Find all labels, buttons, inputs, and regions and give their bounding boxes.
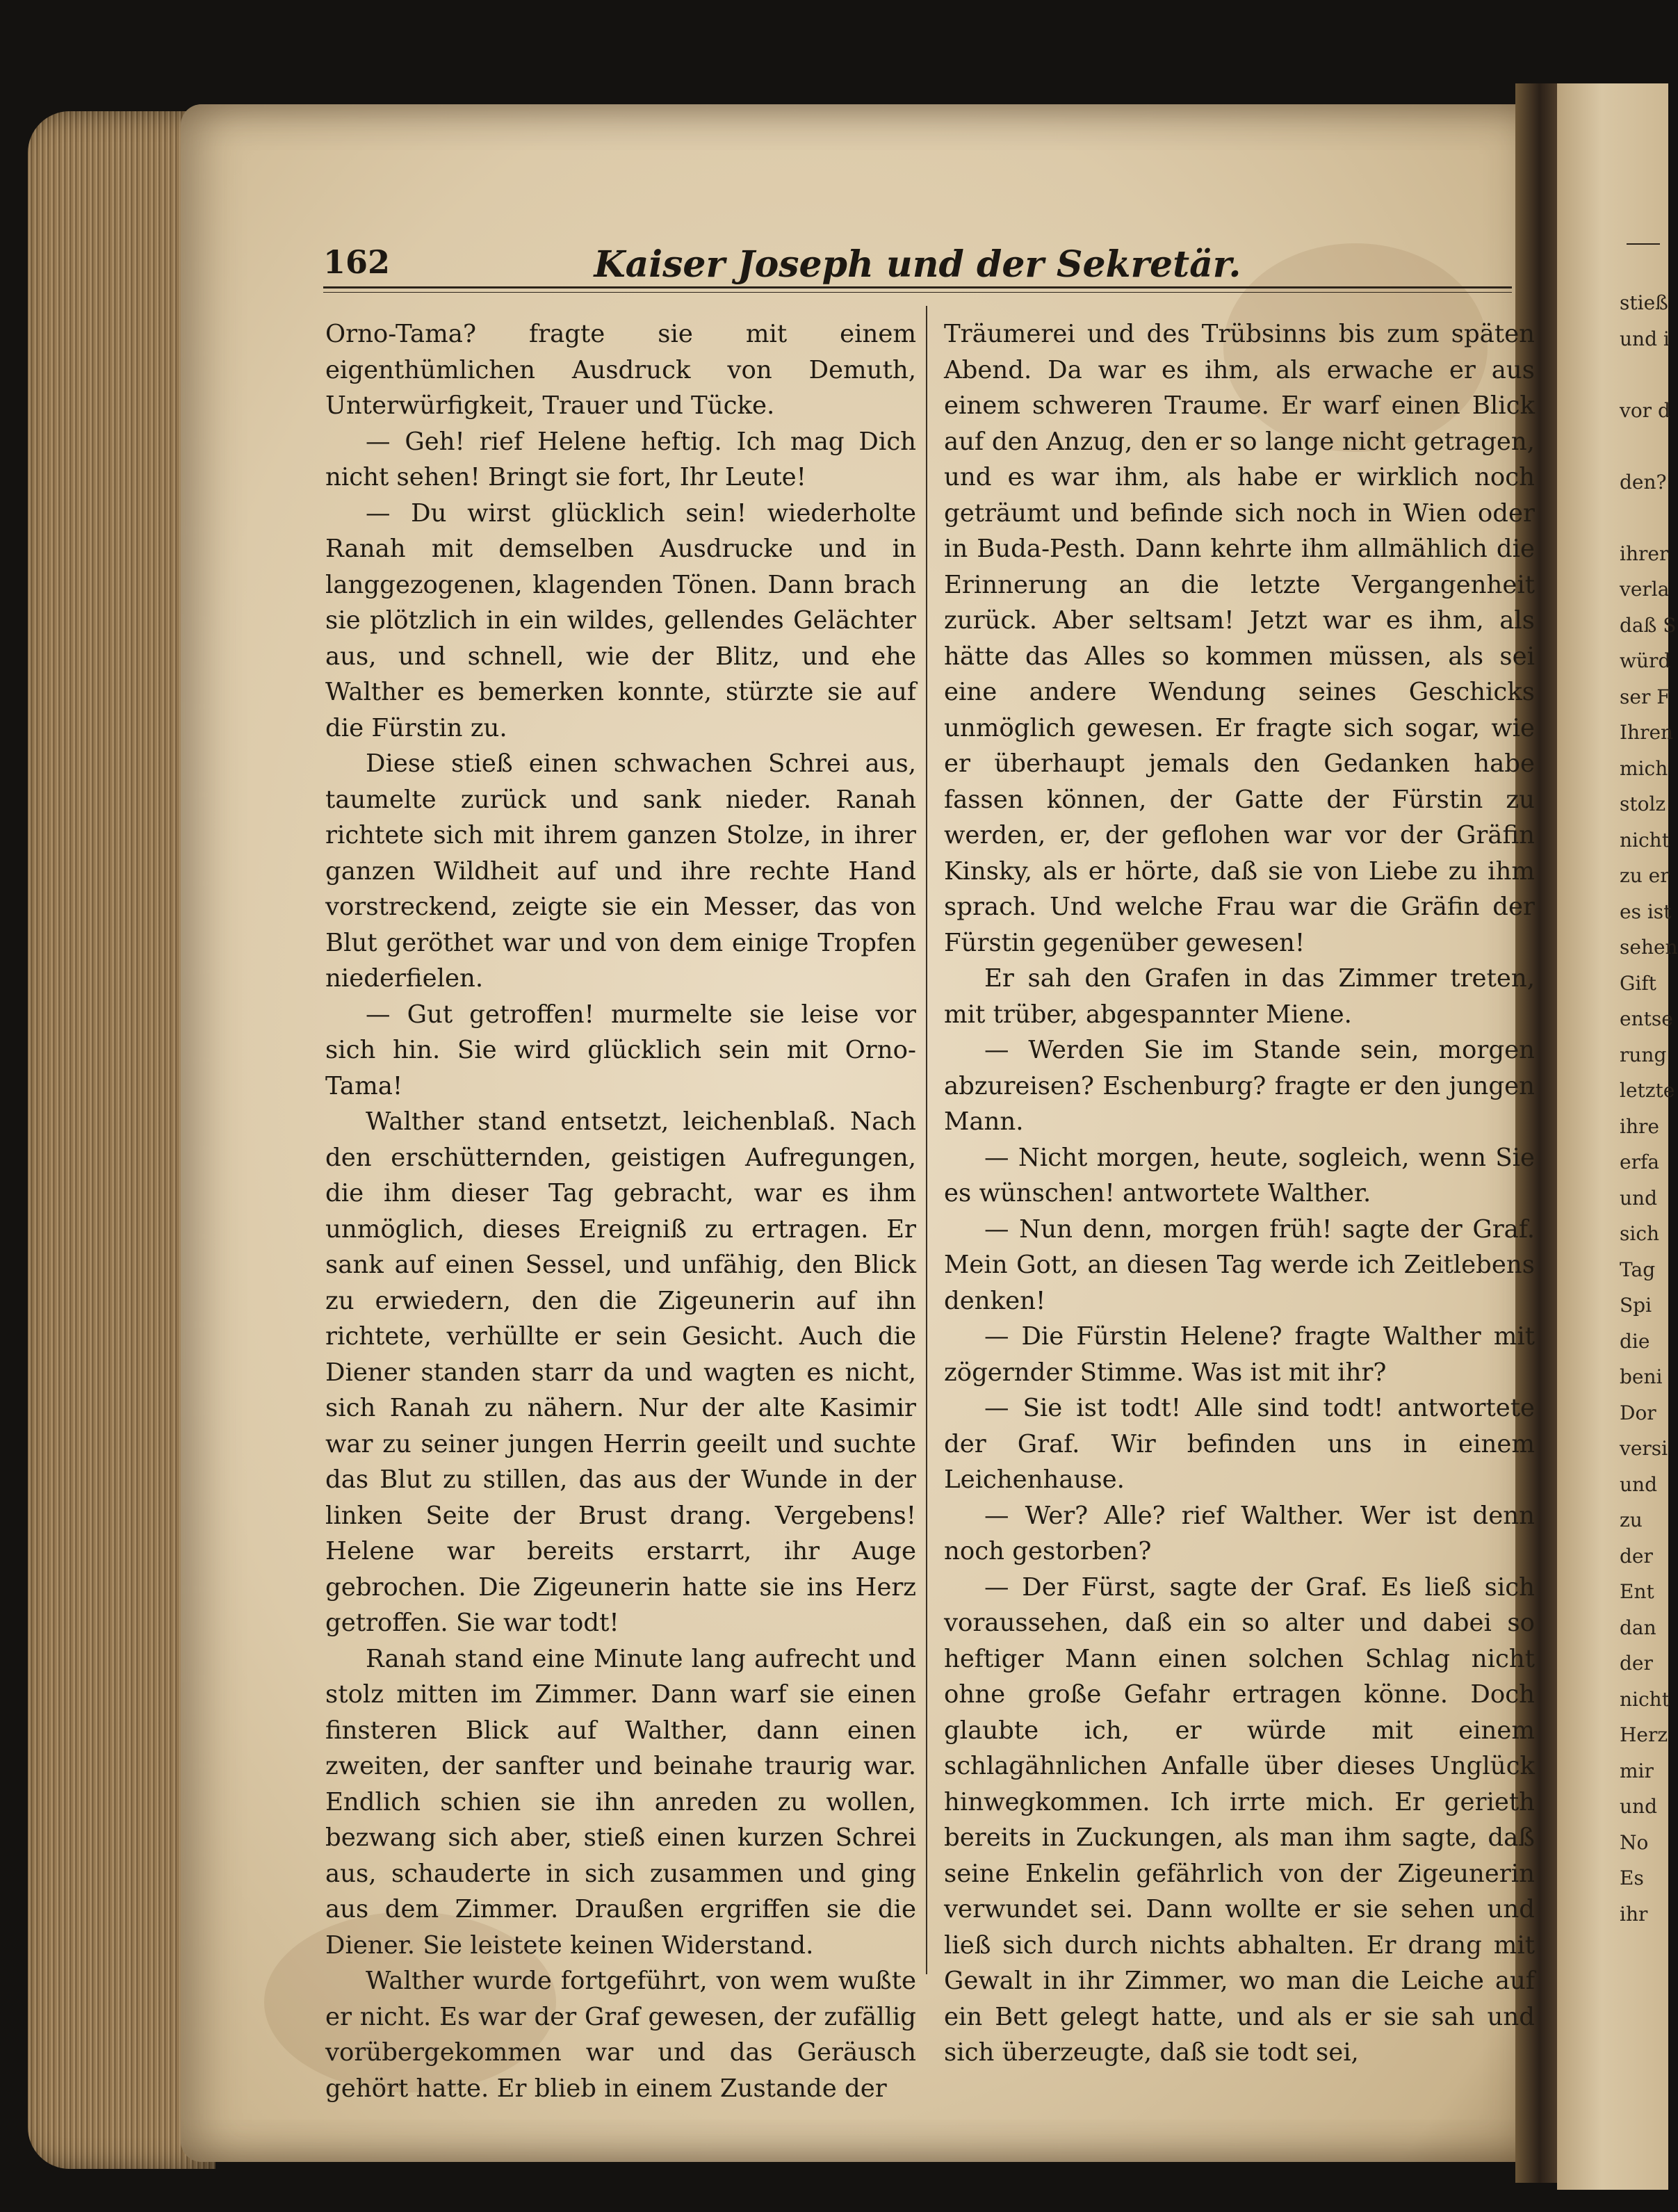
paragraph: — Die Fürstin Helene? fragte Walther mit zögernder Stimme. Was ist mit ihr?: [944, 1322, 1535, 1387]
page-header: [323, 243, 1512, 292]
paragraph: Orno-Tama? fragte sie mit einem eigenthümlichen Ausdruck von Demuth, Unterwürfigkeit, Trauer und Tücke.: [325, 320, 916, 420]
paragraph: Diese stieß einen schwachen Schrei aus, taumelte zurück und sank nieder. Ranah richtete sich mit ihrem ganzen Stolze, in ihrer ganzen Wildheit auf und ihre rechte Hand vorstreckend, zeigte sie ein Messer, das von Blut geröthet war und von dem einige Tropfen niederfielen.: [325, 749, 916, 993]
paragraph: — Geh! rief Helene heftig. Ich mag Dich nicht sehen! Bringt sie fort, Ihr Leute!: [325, 427, 916, 491]
facing-page-fragment: No: [1620, 1830, 1649, 1854]
facing-page-fragment: Ent: [1620, 1580, 1654, 1603]
facing-page-fragment: rung: [1620, 1043, 1667, 1066]
paragraph: — Nicht morgen, heute, sogleich, wenn Sie es wünschen! antwortete Walther.: [944, 1143, 1535, 1207]
facing-page-fragment: zu: [1620, 1508, 1643, 1531]
facing-page-fragment: Spi: [1620, 1294, 1652, 1317]
facing-page-fragment: verla: [1620, 578, 1670, 601]
facing-page-fragment: und: [1620, 1795, 1657, 1818]
page-number: 162: [323, 243, 391, 281]
facing-page-fragment: stieß: [1620, 291, 1668, 314]
facing-page-fragment: ihr: [1620, 1902, 1648, 1926]
facing-page-fragment: sich: [1620, 1222, 1660, 1245]
facing-page-fragment: der: [1620, 1544, 1653, 1568]
paragraph: Ranah stand eine Minute lang aufrecht und stolz mitten im Zimmer. Dann warf sie einen finsteren Blick auf Walther, dann einen zweiten, der sanfter und beinahe traurig war. Endlich schien sie ihn anreden zu wollen, bezwang sich aber, stieß einen kurzen Schrei aus, schauderte in sich zusammen und ging aus dem Zimmer. Draußen ergriffen sie die Diener. Sie leistete keinen Widerstand.: [325, 1644, 916, 1960]
facing-page-fragment: sehen: [1620, 936, 1678, 959]
facing-page-fragment: der: [1620, 1652, 1653, 1675]
header-rule: [323, 286, 1512, 288]
facing-page-fragment: versi: [1620, 1437, 1668, 1460]
paragraph: — Der Fürst, sagte der Graf. Es ließ sich voraussehen, daß ein so alter und dabei so heftiger Mann einen solchen Schlag nicht ohne große Gefahr ertragen könne. Doch glaubte ich, er würde mit einem schlagähnlichen Anfalle über dieses Unglück hinwegkommen. Ich irrte mich. Er gerieth bereits in Zuckungen, als man ihm sagte, daß seine Enkelin gefährlich von der Zigeunerin verwundet sei. Dann wollte er sie sehen und ließ sich durch nichts abhalten. Er drang mit Gewalt in ihr Zimmer, wo man die Leiche auf ein Bett gelegt hatte, und als er sie sah und sich überzeugte, daß sie todt sei,: [944, 1572, 1535, 2067]
facing-page-fragment: [1620, 500, 1661, 536]
facing-page-fragment: [1620, 357, 1661, 393]
facing-page-fragment: letzte: [1620, 1079, 1675, 1102]
facing-page-text-fragments: [1620, 285, 1678, 1932]
facing-page-fragment: beni: [1620, 1365, 1663, 1388]
facing-page-fragment: die: [1620, 1329, 1650, 1353]
paragraph: — Werden Sie im Stande sein, morgen abzureisen? Eschenburg? fragte er den jungen Mann.: [944, 1036, 1535, 1136]
facing-page-rule: [1627, 243, 1660, 245]
facing-page-fragment: nicht: [1620, 1687, 1670, 1711]
facing-page-fragment: erfa: [1620, 1150, 1660, 1173]
facing-page-fragment: stolz: [1620, 792, 1666, 815]
facing-page-fragment: würd: [1620, 649, 1671, 672]
facing-page-fragment: es ist: [1620, 900, 1672, 923]
facing-page-fragment: Herz: [1620, 1723, 1668, 1746]
paragraph: Träumerei und des Trübsinns bis zum späten Abend. Da war es ihm, als erwache er aus einem schweren Traume. Er warf einen Blick auf den Anzug, den er so lange nicht getragen, und es war ihm, als habe er wirklich noch geträumt und befinde sich noch in Wien oder in Buda-Pesth. Dann kehrte ihm allmählich die Erinnerung an die letzte Vergangenheit zurück. Aber seltsam! Jetzt war es ihm, als hätte das Alles so kommen müssen, als sei eine andere Wendung seines Geschicks unmöglich gewesen. Er fragte sich sogar, wie er überhaupt jemals den Gedanken habe fassen können, der Gatte der Fürstin zu werden, er, der geflohen war vor der Gräfin Kinsky, als er hörte, daß sie von Liebe zu ihm sprach. Und welche Frau war die Gräfin der Fürstin gegenüber gewesen!: [944, 320, 1535, 957]
facing-page-fragment: Es: [1620, 1867, 1644, 1889]
paragraph: Walther stand entsetzt, leichenblaß. Nach den erschütternden, geistigen Aufregungen, die ihm dieser Tag gebracht, war es ihm unmöglich, dieses Ereigniß zu ertragen. Er sank auf einen Sessel, und unfähig, den Blick zu erwiedern, den die Zigeunerin auf ihn richtete, verhüllte er sein Gesicht. Auch die Diener standen starr da und wagten es nicht, sich Ranah zu nähern. Nur der alte Kasimir war zu seiner jungen Herrin geeilt und suchte das Blut zu stillen, das aus der Wunde in der linken Seite der Brust drang. Vergebens! Helene war bereits erstarrt, ihr Auge gebrochen. Die Zigeunerin hatte sie ins Herz getroffen. Sie war todt!: [325, 1107, 916, 1637]
facing-page-fragment: mich: [1620, 756, 1668, 780]
running-title: Kaiser Joseph und der Sekretär.: [594, 243, 1241, 286]
facing-page-fragment: und i: [1620, 327, 1670, 350]
facing-page-fragment: daß S: [1620, 613, 1677, 637]
facing-page-fragment: den?: [1620, 470, 1667, 494]
paragraph: — Gut getroffen! murmelte sie leise vor sich hin. Sie wird glücklich sein mit Orno-Tama!: [325, 1000, 916, 1100]
facing-page-fragment: [1620, 428, 1661, 464]
paragraph: — Sie ist todt! Alle sind todt! antwortete der Graf. Wir befinden uns in einem Leichenhause.: [944, 1394, 1535, 1494]
paragraph: — Nun denn, morgen früh! sagte der Graf. Mein Gott, an diesen Tag werde ich Zeitlebens denken!: [944, 1214, 1535, 1315]
header-rule-thin: [323, 292, 1512, 293]
facing-page-fragment: Gift: [1620, 971, 1656, 995]
column-divider: [926, 306, 927, 1974]
facing-page-fragment: Dor: [1620, 1401, 1656, 1424]
facing-page-fragment: nicht: [1620, 828, 1670, 852]
facing-page-fragment: ihrer: [1620, 542, 1669, 565]
facing-page-fragment: Tag: [1620, 1258, 1656, 1281]
facing-page-fragment: dan: [1620, 1616, 1656, 1639]
facing-page-fragment: Ihren: [1620, 721, 1674, 744]
facing-page-fragment: und: [1620, 1472, 1657, 1496]
text-column-left: [325, 316, 916, 2103]
facing-page-fragment: zu er: [1620, 864, 1670, 887]
facing-page-fragment: entse: [1620, 1007, 1673, 1030]
paragraph: Walther wurde fortgeführt, von wem wußte er nicht. Es war der Graf gewesen, der zufällig vorübergekommen war und das Geräusch gehört hatte. Er blieb in einem Zustande der: [325, 1967, 916, 2103]
paragraph: Er sah den Grafen in das Zimmer treten, mit trüber, abgespannter Miene.: [944, 964, 1535, 1029]
facing-page-fragment: ser F: [1620, 685, 1670, 708]
paragraph: — Du wirst glücklich sein! wiederholte Ranah mit demselben Ausdrucke und in langgezogenen, klagenden Tönen. Dann brach sie plötzlich in ein wildes, gellendes Gelächter aus, und schnell, wie der Blitz, und ehe Walther es bemerken konnte, stürzte sie auf die Fürstin zu.: [325, 498, 916, 742]
facing-page-fragment: vor d: [1620, 398, 1670, 422]
facing-page-fragment: ihre: [1620, 1114, 1659, 1138]
paragraph: — Wer? Alle? rief Walther. Wer ist denn noch gestorben?: [944, 1501, 1535, 1566]
text-column-right: [944, 316, 1535, 2067]
facing-page-fragment: und: [1620, 1186, 1657, 1210]
facing-page-fragment: mir: [1620, 1759, 1654, 1782]
